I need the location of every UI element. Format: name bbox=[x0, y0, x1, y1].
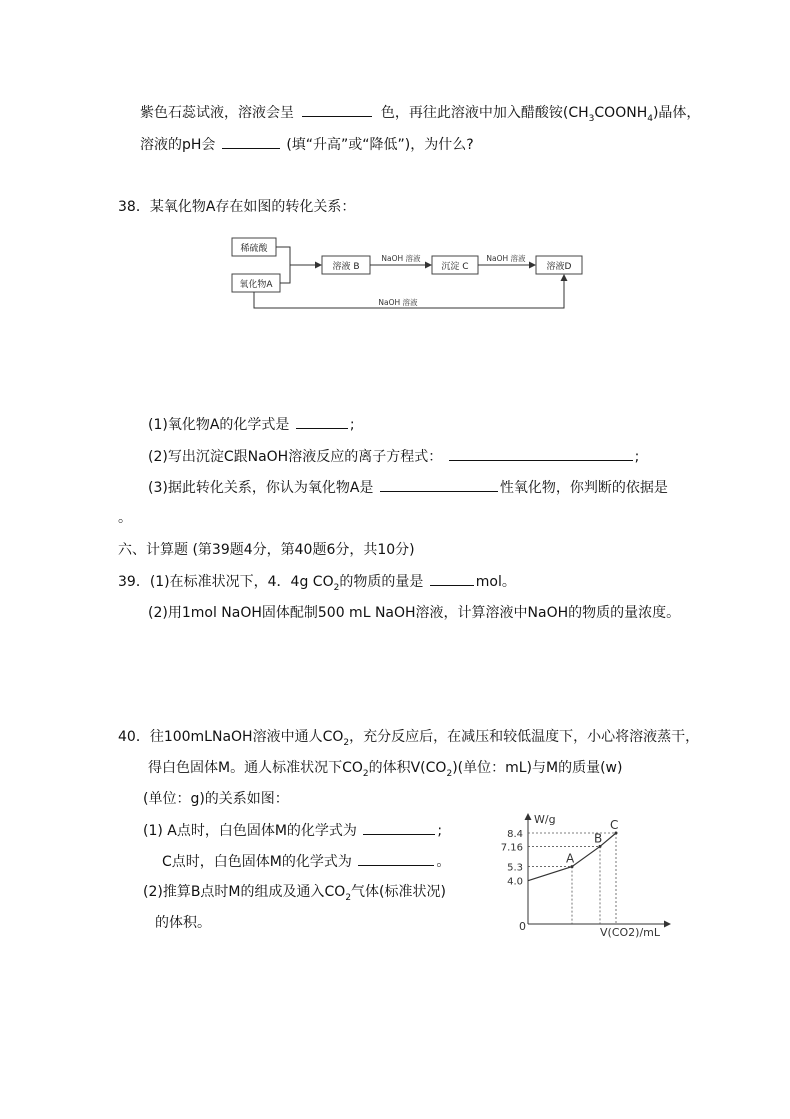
q38-text: ; bbox=[634, 449, 640, 465]
q40-text: C点时，白色固体M的化学式为 bbox=[162, 854, 352, 870]
q40-text: 得白色固体M。通人标准状况下CO bbox=[148, 760, 363, 776]
q40-text: (1) A点时，白色固体M的化学式为 bbox=[143, 823, 357, 839]
q40-part2 bbox=[143, 882, 446, 908]
q38-text: (3)据此转化关系，你认为氧化物A是 bbox=[148, 480, 374, 496]
q40-part2-end: 的体积。 bbox=[155, 915, 211, 931]
q40-blank-c-formula[interactable] bbox=[358, 851, 434, 866]
q37-text: 紫色石蕊试液，溶液会呈 bbox=[140, 105, 294, 121]
q37-text: 溶液的pH会 bbox=[140, 137, 216, 153]
subscript: 3 bbox=[588, 113, 595, 124]
label-solution-d: 溶液D bbox=[546, 262, 572, 272]
label-solution-b: 溶液 B bbox=[332, 262, 360, 272]
q37-line1 bbox=[140, 102, 700, 129]
q38-title: 38．某氧化物A存在如图的转化关系： bbox=[118, 199, 356, 215]
q39-line2: (2)用1mol NaOH固体配制500 mL NaOH溶液，计算溶液中NaOH的物质的量浓度。 bbox=[148, 605, 681, 621]
q37-text: )晶体， bbox=[652, 105, 701, 121]
q40-text: ，充分反应后，在减压和较低温度下，小心将溶液蒸干， bbox=[349, 729, 700, 745]
q40-text: 40．往100mLNaOH溶液中通人CO bbox=[118, 729, 344, 745]
section-6-title: 六、计算题 (第39题4分，第40题6分，共10分) bbox=[118, 542, 415, 558]
subscript: 4 bbox=[647, 113, 653, 124]
q38-part2 bbox=[148, 446, 639, 467]
q38-blank-formula[interactable] bbox=[296, 414, 348, 429]
label-dilute-sulfuric-acid: 稀硫酸 bbox=[240, 244, 268, 254]
y-axis-label: W/g bbox=[534, 813, 556, 826]
subscript: 2 bbox=[333, 582, 340, 593]
label-precipitate-c: 沉淀 C bbox=[441, 262, 469, 272]
point-label-C: C bbox=[610, 818, 619, 832]
subscript: 2 bbox=[343, 737, 350, 748]
q40-text: )(单位：mL)与M的质量(w) bbox=[452, 760, 623, 776]
q38-text: ; bbox=[349, 417, 355, 433]
q40-text: 气体(标准状况) bbox=[351, 884, 446, 900]
q38-part3 bbox=[148, 477, 668, 498]
label-oxide-a: 氧化物A bbox=[239, 280, 273, 290]
q40-line1 bbox=[118, 727, 699, 753]
q40-mass-volume-chart bbox=[490, 812, 680, 942]
q38-blank-ion-equation[interactable] bbox=[449, 446, 633, 461]
q40-text: 的体积V(CO bbox=[368, 760, 447, 776]
q39-text: 的物质的量是 bbox=[339, 574, 424, 590]
q40-text: 。 bbox=[436, 854, 451, 870]
q39-blank-mol[interactable] bbox=[430, 571, 474, 586]
q40-part1a bbox=[143, 820, 442, 841]
q38-blank-oxide-type[interactable] bbox=[380, 477, 498, 492]
q38-text: (1)氧化物A的化学式是 bbox=[148, 417, 290, 433]
arrow-c-to-d-label: NaOH 溶液 bbox=[486, 254, 526, 263]
x-axis-label: V(CO2)/mL bbox=[600, 926, 660, 939]
y-tick-label-1: 7.16 bbox=[500, 842, 523, 854]
q39-text: mol。 bbox=[475, 574, 516, 590]
q38-text: (2)写出沉淀C跟NaOH溶液反应的离子方程式： bbox=[148, 449, 443, 465]
q38-part1 bbox=[148, 414, 355, 435]
point-label-B: B bbox=[594, 831, 603, 846]
q37-line2 bbox=[140, 134, 474, 155]
arrow-b-to-c-label: NaOH 溶液 bbox=[381, 254, 421, 263]
q40-line3: (单位：g)的关系如图： bbox=[143, 791, 289, 807]
origin-label: 0 bbox=[519, 920, 526, 933]
subscript: 2 bbox=[362, 768, 369, 779]
q40-line2 bbox=[148, 758, 622, 784]
subscript: 2 bbox=[345, 892, 352, 903]
q40-text: (2)推算B点时M的组成及通入CO bbox=[143, 884, 346, 900]
q37-text: (填“升高”或“降低”)，为什么? bbox=[286, 137, 474, 153]
subscript: 2 bbox=[446, 768, 453, 779]
q38-conversion-diagram bbox=[226, 234, 586, 314]
arrow-a-to-d-label: NaOH 溶液 bbox=[378, 298, 418, 307]
y-tick-label-0: 8.4 bbox=[507, 829, 523, 840]
q39-text: 39．(1)在标准状况下，4．4g CO bbox=[118, 574, 334, 590]
y-tick-label-3: 4.0 bbox=[507, 876, 523, 888]
q37-blank-ph[interactable] bbox=[222, 134, 280, 149]
q40-text: ; bbox=[437, 823, 443, 839]
q37-text: 色，再往此溶液中加入醋酸铵(CH bbox=[380, 105, 589, 121]
q38-text: 性氧化物，你判断的依据是 bbox=[499, 480, 668, 496]
q40-blank-a-formula[interactable] bbox=[363, 820, 435, 835]
q38-part3-end: 。 bbox=[118, 510, 132, 526]
q39-line1 bbox=[118, 571, 516, 598]
y-tick-label-2: 5.3 bbox=[507, 862, 523, 874]
q37-text: COONH bbox=[594, 105, 648, 121]
q37-blank-color[interactable] bbox=[302, 102, 372, 117]
point-label-A: A bbox=[566, 851, 575, 866]
q40-part1c bbox=[162, 851, 450, 872]
